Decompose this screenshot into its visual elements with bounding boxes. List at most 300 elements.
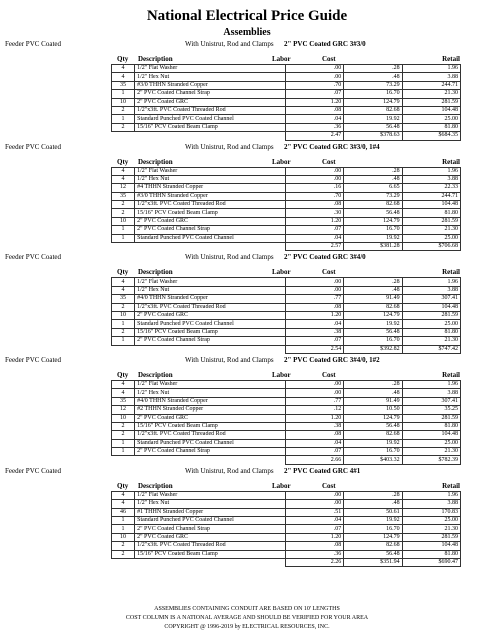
item-description: 1/2" Hex Nut bbox=[135, 500, 286, 508]
column-header-description: Description bbox=[138, 370, 173, 379]
column-header-description: Description bbox=[138, 157, 173, 166]
item-qty: 1 bbox=[112, 320, 135, 328]
item-retail: 281.59 bbox=[402, 311, 460, 319]
total-labor: 2.57 bbox=[285, 243, 343, 251]
item-retail: 281.59 bbox=[402, 98, 460, 106]
assembly-section bbox=[0, 354, 494, 465]
column-header-retail: Retail bbox=[442, 157, 460, 166]
item-qty: 1 bbox=[112, 439, 135, 447]
item-labor: 1.20 bbox=[285, 414, 343, 422]
assembly-section bbox=[0, 251, 494, 354]
section-feeder-label: Feeder PVC Coated bbox=[5, 142, 61, 151]
section-assembly-name: 2" PVC Coated GRC 3#4/0, 1#2 bbox=[284, 355, 380, 364]
item-cost: 16.70 bbox=[344, 337, 402, 345]
item-description: Standard Punched PVC Coated Channel bbox=[135, 234, 286, 242]
assembly-section bbox=[0, 465, 494, 568]
table-row bbox=[112, 500, 461, 508]
items-table bbox=[111, 167, 461, 252]
total-row bbox=[112, 558, 461, 566]
item-retail: 1.96 bbox=[402, 65, 460, 73]
item-cost: 124.79 bbox=[344, 311, 402, 319]
table-row bbox=[112, 337, 461, 345]
item-labor: .70 bbox=[285, 192, 343, 200]
item-labor: 1.20 bbox=[285, 311, 343, 319]
column-header-cost: Cost bbox=[322, 55, 336, 63]
item-qty: 35 bbox=[112, 295, 135, 303]
item-qty: 1 bbox=[112, 226, 135, 234]
item-qty: 1 bbox=[112, 90, 135, 98]
item-cost: .48 bbox=[344, 389, 402, 397]
item-cost: .48 bbox=[344, 175, 402, 183]
item-qty: 1 bbox=[112, 337, 135, 345]
item-cost: 56.48 bbox=[344, 209, 402, 217]
total-labor: 2.66 bbox=[285, 456, 343, 464]
table-row bbox=[112, 550, 461, 558]
table-row bbox=[112, 192, 461, 200]
item-cost: 16.70 bbox=[344, 226, 402, 234]
item-cost: .28 bbox=[344, 167, 402, 175]
item-description: 1/2" Flat Washer bbox=[135, 380, 286, 388]
column-header-description: Description bbox=[138, 481, 173, 490]
item-retail: 281.59 bbox=[402, 414, 460, 422]
table-row bbox=[112, 542, 461, 550]
item-cost: .28 bbox=[344, 65, 402, 73]
column-header-description: Description bbox=[138, 55, 173, 63]
item-qty: 12 bbox=[112, 406, 135, 414]
item-labor: .07 bbox=[285, 90, 343, 98]
item-description: #4/0 THHN Stranded Copper bbox=[135, 397, 286, 405]
table-row bbox=[112, 209, 461, 217]
item-retail: 81.80 bbox=[402, 422, 460, 430]
item-qty: 4 bbox=[112, 491, 135, 499]
section-header bbox=[0, 354, 494, 367]
item-labor: .00 bbox=[285, 73, 343, 81]
table-row bbox=[112, 491, 461, 499]
item-labor: .07 bbox=[285, 525, 343, 533]
item-description: 2" PVC Coated GRC bbox=[135, 414, 286, 422]
item-retail: 21.30 bbox=[402, 337, 460, 345]
item-cost: 56.48 bbox=[344, 328, 402, 336]
item-labor: .00 bbox=[285, 380, 343, 388]
item-cost: .28 bbox=[344, 491, 402, 499]
table-row bbox=[112, 311, 461, 319]
total-spacer bbox=[135, 558, 286, 566]
item-description: 15/16" PCV Coated Beam Clamp bbox=[135, 328, 286, 336]
item-cost: 19.92 bbox=[344, 439, 402, 447]
item-labor: .77 bbox=[285, 295, 343, 303]
item-qty: 10 bbox=[112, 533, 135, 541]
item-description: 1/2" Flat Washer bbox=[135, 65, 286, 73]
table-row bbox=[112, 389, 461, 397]
total-cost: $351.94 bbox=[344, 558, 402, 566]
item-cost: 82.68 bbox=[344, 106, 402, 114]
item-description: 1/2" Flat Washer bbox=[135, 491, 286, 499]
item-labor: 1.20 bbox=[285, 533, 343, 541]
section-header bbox=[0, 251, 494, 264]
item-description: 2" PVC Coated GRC bbox=[135, 217, 286, 225]
item-description: 15/16" PCV Coated Beam Clamp bbox=[135, 209, 286, 217]
item-qty: 2 bbox=[112, 303, 135, 311]
item-qty: 4 bbox=[112, 175, 135, 183]
item-qty: 4 bbox=[112, 278, 135, 286]
item-retail: 281.59 bbox=[402, 533, 460, 541]
item-qty: 12 bbox=[112, 184, 135, 192]
item-description: 1/2"x3ft. PVC Coated Threaded Rod bbox=[135, 542, 286, 550]
item-cost: 91.49 bbox=[344, 397, 402, 405]
item-labor: .04 bbox=[285, 320, 343, 328]
column-header-retail: Retail bbox=[442, 55, 460, 63]
assembly-section bbox=[0, 141, 494, 252]
page-title: National Electrical Price Guide bbox=[146, 8, 348, 24]
items-table bbox=[111, 380, 461, 465]
total-row bbox=[112, 132, 461, 140]
section-assembly-name: 2" PVC Coated GRC 3#3/0, 1#4 bbox=[284, 142, 380, 151]
item-labor: .04 bbox=[285, 234, 343, 242]
item-retail: 21.30 bbox=[402, 525, 460, 533]
column-header-qty: Qty bbox=[117, 157, 129, 166]
item-labor: .77 bbox=[285, 397, 343, 405]
item-labor: .07 bbox=[285, 226, 343, 234]
item-description: 2" PVC Coated Channel Strap bbox=[135, 226, 286, 234]
item-description: 1/2" Hex Nut bbox=[135, 286, 286, 294]
item-description: 2" PVC Coated Channel Strap bbox=[135, 525, 286, 533]
table-row bbox=[112, 422, 461, 430]
total-cost: $378.63 bbox=[344, 132, 402, 140]
table-row bbox=[112, 328, 461, 336]
assembly-section bbox=[0, 38, 494, 141]
item-labor: 1.20 bbox=[285, 98, 343, 106]
column-header-cost: Cost bbox=[322, 481, 336, 490]
item-cost: 82.68 bbox=[344, 431, 402, 439]
column-header-retail: Retail bbox=[442, 370, 460, 379]
table-row bbox=[112, 123, 461, 131]
item-retail: 104.48 bbox=[402, 303, 460, 311]
item-labor: 1.20 bbox=[285, 217, 343, 225]
item-qty: 10 bbox=[112, 98, 135, 106]
total-labor: 2.47 bbox=[285, 132, 343, 140]
item-qty: 4 bbox=[112, 65, 135, 73]
item-cost: 50.61 bbox=[344, 508, 402, 516]
total-spacer bbox=[112, 132, 135, 140]
total-spacer bbox=[135, 345, 286, 353]
item-qty: 2 bbox=[112, 542, 135, 550]
item-description: #2 THHN Stranded Copper bbox=[135, 406, 286, 414]
item-qty: 35 bbox=[112, 81, 135, 89]
table-row bbox=[112, 65, 461, 73]
item-cost: 73.29 bbox=[344, 192, 402, 200]
item-labor: .70 bbox=[285, 81, 343, 89]
item-description: #4 THHN Stranded Copper bbox=[135, 184, 286, 192]
item-retail: 307.41 bbox=[402, 397, 460, 405]
item-labor: .08 bbox=[285, 542, 343, 550]
item-labor: .36 bbox=[285, 550, 343, 558]
item-cost: 82.68 bbox=[344, 303, 402, 311]
item-retail: 1.96 bbox=[402, 491, 460, 499]
item-labor: .00 bbox=[285, 500, 343, 508]
item-cost: 19.92 bbox=[344, 517, 402, 525]
item-description: 2" PVC Coated Channel Strap bbox=[135, 90, 286, 98]
item-cost: 56.48 bbox=[344, 123, 402, 131]
column-header-labor: Labor bbox=[272, 157, 291, 166]
table-row bbox=[112, 295, 461, 303]
item-cost: 73.29 bbox=[344, 81, 402, 89]
column-header-retail: Retail bbox=[442, 268, 460, 277]
section-header bbox=[0, 141, 494, 154]
item-description: Standard Punched PVC Coated Channel bbox=[135, 320, 286, 328]
item-retail: 1.96 bbox=[402, 380, 460, 388]
item-retail: 104.48 bbox=[402, 431, 460, 439]
total-spacer bbox=[135, 132, 286, 140]
item-cost: .48 bbox=[344, 286, 402, 294]
items-table bbox=[111, 491, 461, 568]
section-feeder-label: Feeder PVC Coated bbox=[5, 355, 61, 364]
table-row bbox=[112, 431, 461, 439]
item-cost: 19.92 bbox=[344, 234, 402, 242]
item-labor: .00 bbox=[285, 286, 343, 294]
section-header bbox=[0, 38, 494, 51]
item-retail: 21.30 bbox=[402, 90, 460, 98]
item-description: Standard Punched PVC Coated Channel bbox=[135, 115, 286, 123]
column-header-retail: Retail bbox=[442, 481, 460, 490]
item-qty: 4 bbox=[112, 73, 135, 81]
item-retail: 25.00 bbox=[402, 517, 460, 525]
item-retail: 81.80 bbox=[402, 209, 460, 217]
column-header-qty: Qty bbox=[117, 370, 129, 379]
item-retail: 3.88 bbox=[402, 389, 460, 397]
table-row bbox=[112, 278, 461, 286]
item-labor: .08 bbox=[285, 201, 343, 209]
column-headers bbox=[0, 267, 494, 277]
section-assembly-name: 2" PVC Coated GRC 3#4/0 bbox=[284, 253, 366, 262]
item-labor: .08 bbox=[285, 303, 343, 311]
total-spacer bbox=[112, 243, 135, 251]
total-retail: $747.42 bbox=[402, 345, 460, 353]
table-row bbox=[112, 217, 461, 225]
footer-copyright: COPYRIGHT @ 1996-2019 by ELECTRICAL RESOURCES, INC. bbox=[164, 624, 330, 630]
total-spacer bbox=[135, 456, 286, 464]
footer-note-cost: COST COLUMN IS A NATIONAL AVERAGE AND SHOULD BE VERIFIED FOR YOUR AREA bbox=[125, 615, 369, 621]
item-description: 15/16" PCV Coated Beam Clamp bbox=[135, 550, 286, 558]
item-retail: 281.59 bbox=[402, 217, 460, 225]
item-retail: 104.48 bbox=[402, 106, 460, 114]
item-cost: 6.65 bbox=[344, 184, 402, 192]
item-retail: 104.48 bbox=[402, 201, 460, 209]
total-row bbox=[112, 243, 461, 251]
item-qty: 4 bbox=[112, 167, 135, 175]
item-cost: .28 bbox=[344, 380, 402, 388]
total-cost: $381.28 bbox=[344, 243, 402, 251]
item-qty: 2 bbox=[112, 123, 135, 131]
item-qty: 2 bbox=[112, 328, 135, 336]
item-labor: .08 bbox=[285, 431, 343, 439]
table-row bbox=[112, 234, 461, 242]
item-cost: 124.79 bbox=[344, 98, 402, 106]
item-retail: 81.80 bbox=[402, 123, 460, 131]
item-cost: 19.92 bbox=[344, 115, 402, 123]
item-retail: 244.71 bbox=[402, 192, 460, 200]
column-header-labor: Labor bbox=[272, 55, 291, 63]
item-labor: .07 bbox=[285, 337, 343, 345]
item-qty: 46 bbox=[112, 508, 135, 516]
total-retail: $684.35 bbox=[402, 132, 460, 140]
item-retail: 307.41 bbox=[402, 295, 460, 303]
total-spacer bbox=[112, 558, 135, 566]
item-retail: 81.80 bbox=[402, 328, 460, 336]
column-headers bbox=[0, 370, 494, 380]
item-retail: 25.00 bbox=[402, 115, 460, 123]
item-description: 1/2"x3ft. PVC Coated Threaded Rod bbox=[135, 106, 286, 114]
item-description: 2" PVC Coated Channel Strap bbox=[135, 448, 286, 456]
table-row bbox=[112, 397, 461, 405]
item-description: Standard Punched PVC Coated Channel bbox=[135, 439, 286, 447]
item-cost: 91.49 bbox=[344, 295, 402, 303]
total-cost: $403.32 bbox=[344, 456, 402, 464]
item-retail: 3.88 bbox=[402, 73, 460, 81]
assembly-sections bbox=[0, 38, 494, 567]
table-row bbox=[112, 508, 461, 516]
item-cost: 124.79 bbox=[344, 217, 402, 225]
column-header-cost: Cost bbox=[322, 370, 336, 379]
item-retail: 104.48 bbox=[402, 542, 460, 550]
item-description: #3/0 THHN Stranded Copper bbox=[135, 81, 286, 89]
item-description: 15/16" PCV Coated Beam Clamp bbox=[135, 123, 286, 131]
item-cost: 10.50 bbox=[344, 406, 402, 414]
item-labor: .00 bbox=[285, 491, 343, 499]
item-labor: .07 bbox=[285, 448, 343, 456]
item-qty: 2 bbox=[112, 422, 135, 430]
item-labor: .04 bbox=[285, 115, 343, 123]
column-header-labor: Labor bbox=[272, 268, 291, 277]
item-retail: 25.00 bbox=[402, 234, 460, 242]
item-labor: .12 bbox=[285, 406, 343, 414]
item-cost: .48 bbox=[344, 500, 402, 508]
table-row bbox=[112, 448, 461, 456]
item-retail: 170.83 bbox=[402, 508, 460, 516]
item-cost: .28 bbox=[344, 278, 402, 286]
item-description: 1/2"x3ft. PVC Coated Threaded Rod bbox=[135, 201, 286, 209]
item-labor: .30 bbox=[285, 209, 343, 217]
section-feeder-label: Feeder PVC Coated bbox=[5, 253, 61, 262]
table-row bbox=[112, 90, 461, 98]
column-header-labor: Labor bbox=[272, 481, 291, 490]
section-assembly-name: 2" PVC Coated GRC 4#1 bbox=[284, 466, 361, 475]
table-row bbox=[112, 414, 461, 422]
table-row bbox=[112, 286, 461, 294]
section-assembly-name: 2" PVC Coated GRC 3#3/0 bbox=[284, 40, 366, 48]
item-labor: .51 bbox=[285, 508, 343, 516]
item-cost: 82.68 bbox=[344, 542, 402, 550]
item-description: 2" PVC Coated GRC bbox=[135, 533, 286, 541]
total-spacer bbox=[135, 243, 286, 251]
item-qty: 4 bbox=[112, 500, 135, 508]
table-row bbox=[112, 201, 461, 209]
total-labor: 2.54 bbox=[285, 345, 343, 353]
item-qty: 1 bbox=[112, 525, 135, 533]
section-with-label: With Unistrut, Rod and Clamps bbox=[185, 142, 274, 151]
table-row bbox=[112, 184, 461, 192]
page-subtitle: Assemblies bbox=[223, 27, 271, 38]
item-qty: 10 bbox=[112, 414, 135, 422]
total-spacer bbox=[112, 456, 135, 464]
item-cost: 16.70 bbox=[344, 448, 402, 456]
item-description: 1/2"x3ft. PVC Coated Threaded Rod bbox=[135, 303, 286, 311]
item-retail: 81.80 bbox=[402, 550, 460, 558]
column-header-cost: Cost bbox=[322, 268, 336, 277]
item-labor: .16 bbox=[285, 184, 343, 192]
item-labor: .00 bbox=[285, 65, 343, 73]
item-retail: 25.00 bbox=[402, 320, 460, 328]
table-row bbox=[112, 406, 461, 414]
item-cost: 19.92 bbox=[344, 320, 402, 328]
table-row bbox=[112, 533, 461, 541]
section-feeder-label: Feeder PVC Coated bbox=[5, 466, 61, 475]
item-qty: 4 bbox=[112, 380, 135, 388]
item-labor: .38 bbox=[285, 328, 343, 336]
item-qty: 2 bbox=[112, 201, 135, 209]
item-retail: 25.00 bbox=[402, 439, 460, 447]
item-retail: 35.25 bbox=[402, 406, 460, 414]
item-description: #3/0 THHN Stranded Copper bbox=[135, 192, 286, 200]
item-labor: .00 bbox=[285, 167, 343, 175]
section-with-label: With Unistrut, Rod and Clamps bbox=[185, 253, 274, 262]
total-row bbox=[112, 345, 461, 353]
item-qty: 1 bbox=[112, 115, 135, 123]
item-retail: 21.30 bbox=[402, 226, 460, 234]
column-header-qty: Qty bbox=[117, 55, 129, 63]
table-row bbox=[112, 380, 461, 388]
item-qty: 1 bbox=[112, 517, 135, 525]
total-retail: $706.68 bbox=[402, 243, 460, 251]
item-description: 1/2" Hex Nut bbox=[135, 73, 286, 81]
item-cost: 56.48 bbox=[344, 422, 402, 430]
item-description: 1/2" Hex Nut bbox=[135, 175, 286, 183]
item-cost: 16.70 bbox=[344, 525, 402, 533]
total-retail: $782.39 bbox=[402, 456, 460, 464]
table-row bbox=[112, 517, 461, 525]
table-row bbox=[112, 81, 461, 89]
item-qty: 35 bbox=[112, 192, 135, 200]
item-cost: 82.68 bbox=[344, 201, 402, 209]
section-header bbox=[0, 465, 494, 478]
item-description: Standard Punched PVC Coated Channel bbox=[135, 517, 286, 525]
table-row bbox=[112, 525, 461, 533]
table-row bbox=[112, 106, 461, 114]
item-labor: .04 bbox=[285, 517, 343, 525]
item-retail: 22.33 bbox=[402, 184, 460, 192]
item-description: 2" PVC Coated GRC bbox=[135, 98, 286, 106]
item-retail: 3.88 bbox=[402, 500, 460, 508]
section-feeder-label: Feeder PVC Coated bbox=[5, 40, 61, 48]
item-qty: 2 bbox=[112, 431, 135, 439]
item-description: 1/2" Flat Washer bbox=[135, 278, 286, 286]
total-labor: 2.26 bbox=[285, 558, 343, 566]
item-qty: 4 bbox=[112, 389, 135, 397]
table-row bbox=[112, 115, 461, 123]
item-description: 15/16" PCV Coated Beam Clamp bbox=[135, 422, 286, 430]
item-qty: 2 bbox=[112, 550, 135, 558]
table-row bbox=[112, 98, 461, 106]
item-labor: .04 bbox=[285, 439, 343, 447]
item-qty: 4 bbox=[112, 286, 135, 294]
item-labor: .00 bbox=[285, 278, 343, 286]
column-header-qty: Qty bbox=[117, 481, 129, 490]
item-qty: 1 bbox=[112, 448, 135, 456]
item-labor: .36 bbox=[285, 123, 343, 131]
section-with-label: With Unistrut, Rod and Clamps bbox=[185, 466, 274, 475]
item-qty: 2 bbox=[112, 106, 135, 114]
item-cost: 124.79 bbox=[344, 414, 402, 422]
item-description: 1/2"x3ft. PVC Coated Threaded Rod bbox=[135, 431, 286, 439]
